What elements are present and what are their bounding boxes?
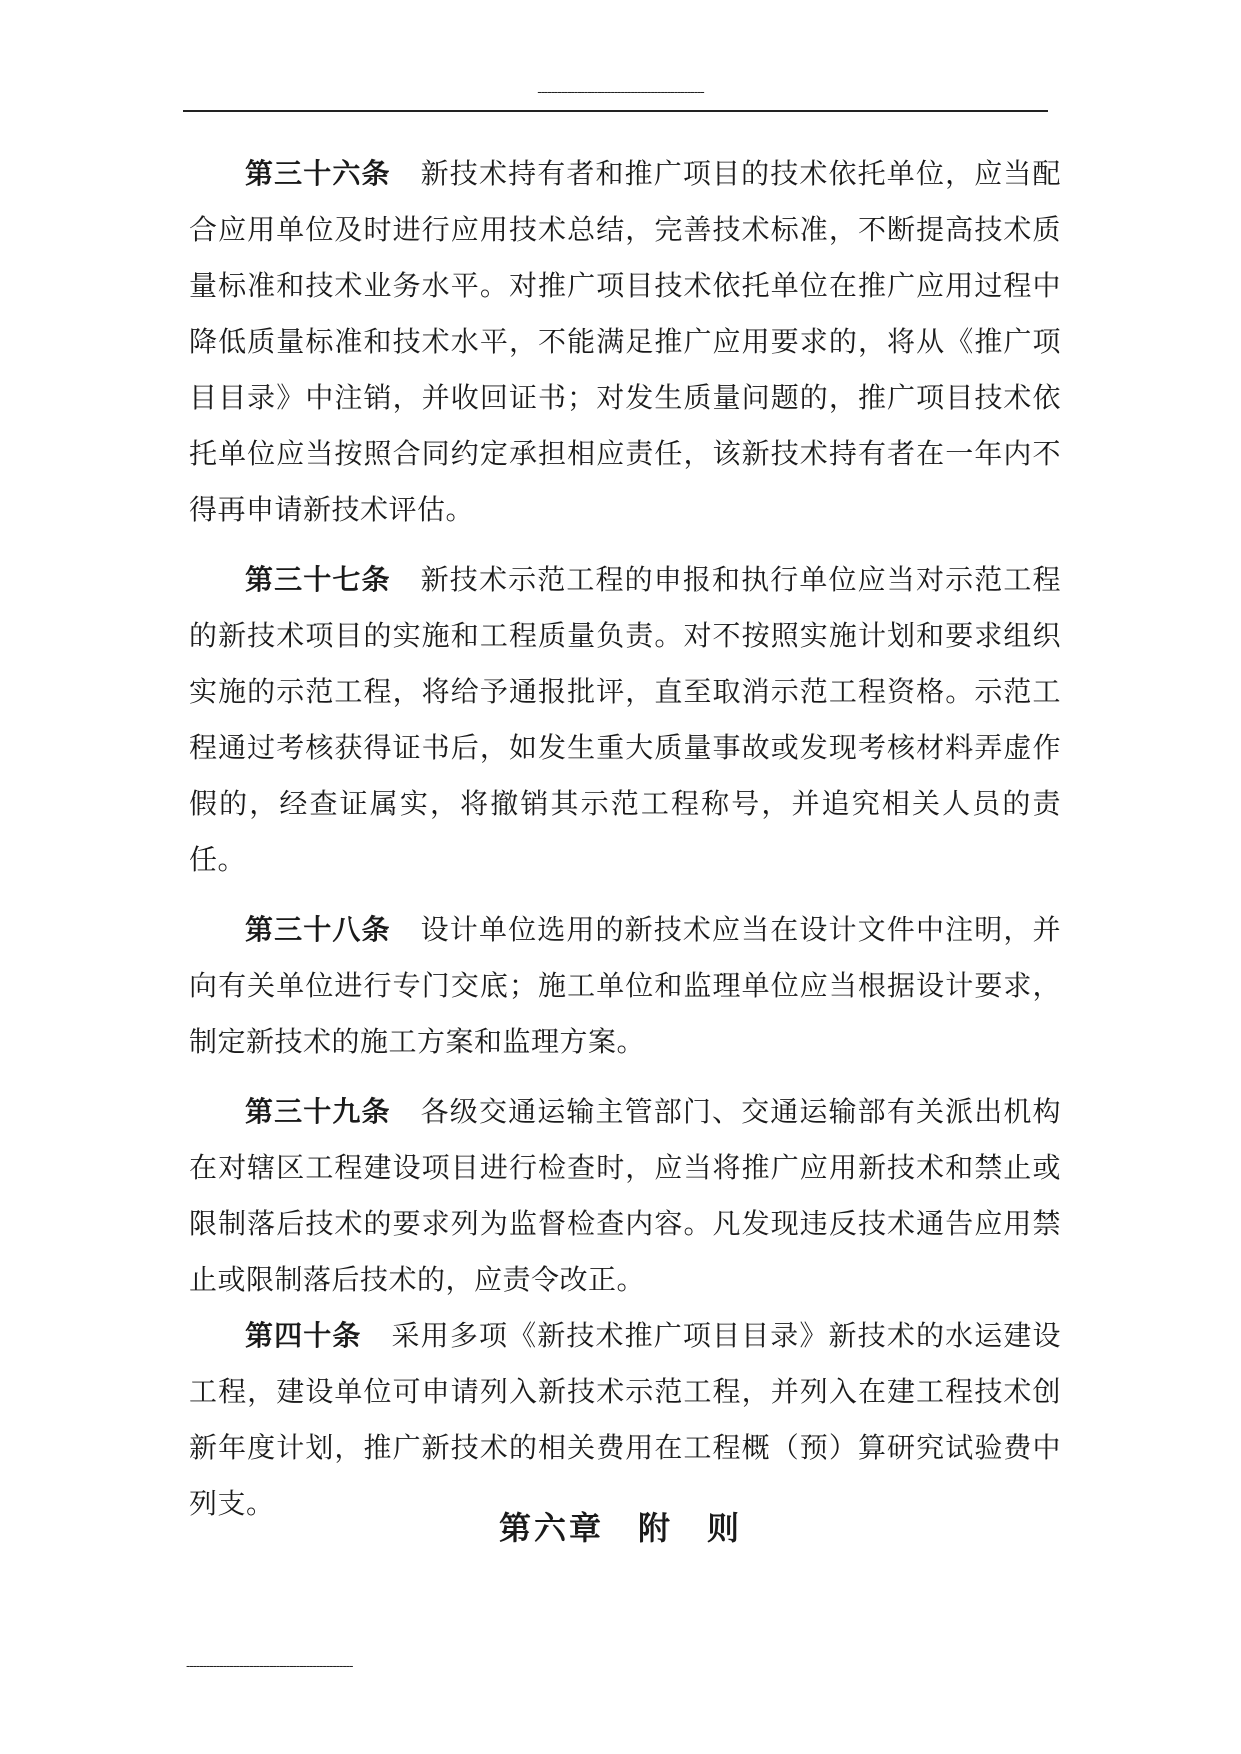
footer-dashes: -------------------------------------------------- [186,1658,353,1673]
header-dashes: -------------------------------------------------- [537,84,704,99]
chapter-title-part1: 附 [637,1509,673,1547]
article-text: 新技术示范工程的申报和执行单位应当对示范工程的新技术项目的实施和工程质量负责。对不按照实施计划和要求组织实施的示范工程，将给予通报批评，直至取消示范工程资格。示范工程通过考核获得证书后，如发生重大质量事故或发现考核材料弄虚作假的，经查证属实，将撤销其示范工程称号，并追究相关人员的责任。 [189,563,1061,876]
article-text: 采用多项《新技术推广项目目录》新技术的水运建设工程，建设单位可申请列入新技术示范工程，并列入在建工程技术创新年度计划，推广新技术的相关费用在工程概（预）算研究试验费中列支。 [189,1319,1061,1520]
article-number: 第三十六条 [245,157,391,190]
article-38 [189,902,1061,1070]
chapter-title-part2: 则 [707,1509,743,1547]
document-body [189,146,1061,1532]
article-number: 第三十七条 [245,563,391,596]
article-36 [189,146,1061,538]
article-text: 设计单位选用的新技术应当在设计文件中注明，并向有关单位进行专门交底；施工单位和监理单位应当根据设计要求，制定新技术的施工方案和监理方案。 [189,913,1061,1058]
article-39 [189,1084,1061,1308]
article-37 [189,552,1061,888]
chapter-number: 第六章 [498,1509,604,1547]
article-text: 新技术持有者和推广项目的技术依托单位，应当配合应用单位及时进行应用技术总结，完善技术标准，不断提高技术质量标准和技术业务水平。对推广项目技术依托单位在推广应用过程中降低质量标准和技术水平，不能满足推广应用要求的，将从《推广项目目录》中注销，并收回证书；对发生质量问题的，推广项目技术依托单位应当按照合同约定承担相应责任，该新技术持有者在一年内不得再申请新技术评估。 [189,157,1061,526]
chapter-heading [0,1508,1241,1548]
article-40 [189,1308,1061,1532]
article-number: 第三十九条 [245,1095,391,1128]
article-text: 各级交通运输主管部门、交通运输部有关派出机构在对辖区工程建设项目进行检查时，应当将推广应用新技术和禁止或限制落后技术的要求列为监督检查内容。凡发现违反技术通告应用禁止或限制落后技术的，应责令改正。 [189,1095,1061,1296]
article-number: 第四十条 [245,1319,362,1352]
header-rule [183,110,1048,112]
article-number: 第三十八条 [245,913,391,946]
